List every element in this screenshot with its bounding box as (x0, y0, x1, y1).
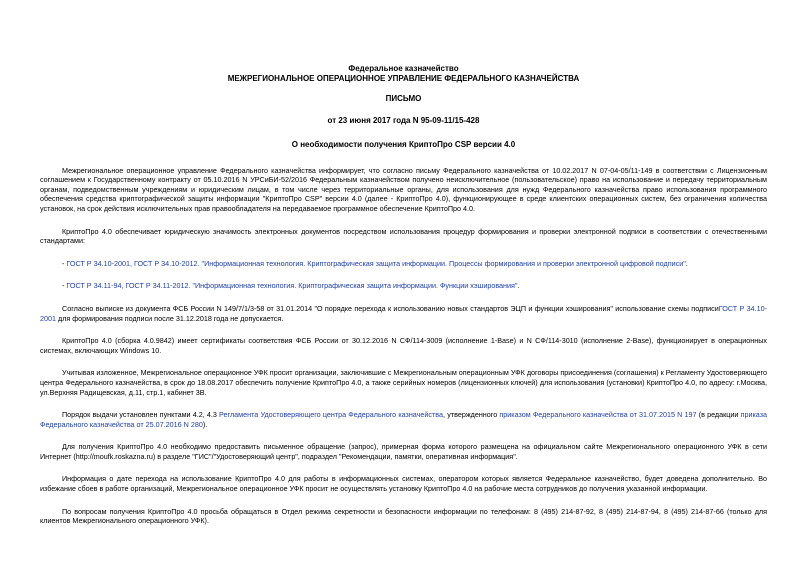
link-gost-34-10-2001[interactable]: ГОСТ Р 34.10-2001 (40, 303, 767, 323)
paragraph-2: КриптоПро 4.0 обеспечивает юридическую значимость электронных документов посредством использования процедур формирования и проверки электронной подписи в соответствии с отечественными стандартами: (40, 226, 767, 246)
paragraph-4: КриптоПро 4.0 (сборка 4.0.9842) имеет сертификаты соответствия ФСБ России от 30.12.2016 N СФ/114-3009 (исполнение 1-Base) и N СФ/114-3010 (исполнение 2-Base), функционирует в операционных системах, включающих Windows 10. (40, 336, 767, 355)
link-order-197[interactable]: приказом Федерального казначейства от 31.07.2015 N 197 (499, 410, 697, 420)
document-body (40, 166, 767, 526)
link-order-280[interactable]: приказа Федерального казначейства от 25.07.2016 N 280 (40, 410, 767, 429)
list-item-gost-34-11: - ГОСТ Р 34.11-94, ГОСТ Р 34.11-2012. "Информационная технология. Криптографическая защита информации. Функции хэширования". (62, 281, 520, 291)
issuer-org: Федеральное казначейство (348, 64, 459, 73)
paragraph-1: Межрегиональное операционное управление Федерального казначейства информирует, что согласно письму Федерального казначейства от 10.02.2017 N 07-04-05/11-149 в соответствии с Лицензионным соглашением к Государственному контракту от 05.10.2016 N УРСиБИ-52/2016 Федеральным казначейством получено неисключительное (пользовательское) право на использование и передачу территориальным органам, подведомственным учреждениям и юридическим лицам, в том числе через территориальные органы, для использования для нужд Федерального казначейства право использования программного обеспечения средства криптографической защиты информации "КриптоПро CSP" версии 4.0 (далее - КриптоПро 4.0), функционирующее в среде клиентских операционных систем, без ограничения количества установок, на срок действия исключительных прав правообладателя на передаваемое программное обеспечение КриптоПро 4.0. (40, 165, 767, 213)
document-date-number: от 23 июня 2017 года N 95-09-11/15-428 (327, 116, 480, 125)
paragraph-8: Информация о дате перехода на использование КриптоПро 4.0 для работы в информационных системах, оператором которых является Федеральное казначейство, будет доведена дополнительно. Во избежание сбоев в работе организаций, Межрегиональное операционное УФК просит не осуществлять установку КриптоПро 4.0 на рабочие места сотрудников до получения указанной информации. (40, 474, 767, 494)
paragraph-7: Для получения КриптоПро 4.0 необходимо предоставить письменное обращение (запрос), примерная форма которого размещена на официальном сайте Межрегионального операционного УФК в сети Интернет (http://moufk.roskazna.ru) в разделе "ГИС"/"Удостоверяющий центр", подраздел "Рекомендации, памятки, оперативная информация". (40, 442, 767, 461)
paragraph-6: Порядок выдачи установлен пунктами 4.2, 4.3 Регламента Удостоверяющего центра Федерального казначейства, утвержденного приказом Федерального казначейства от 31.07.2015 N 197 (в редакции приказа Федерального казначейства от 25.07.2016 N 280). (40, 410, 767, 429)
link-gost-34-10[interactable]: ГОСТ Р 34.10-2001, ГОСТ Р 34.10-2012. "Информационная технология. Криптографическая защита информации. Процессы формирования и проверки электронной цифровой подписи" (66, 258, 686, 268)
link-reglament[interactable]: Регламента Удостоверяющего центра Федерального казначейства (219, 410, 444, 420)
list-item-gost-34-10: - ГОСТ Р 34.10-2001, ГОСТ Р 34.10-2012. "Информационная технология. Криптографическая защита информации. Процессы формирования и проверки электронной цифровой подписи". (62, 258, 688, 268)
link-gost-34-11[interactable]: ГОСТ Р 34.11-94, ГОСТ Р 34.11-2012. "Информационная технология. Криптографическая защита информации. Функции хэширования" (66, 281, 518, 291)
document-subject: О необходимости получения КриптоПро CSP версии 4.0 (291, 140, 516, 149)
paragraph-5: Учитывая изложенное, Межрегиональное операционное УФК просит организации, заключившие с Межрегиональным операционным УФК договоры присоединения (соглашения) к Регламенту Удостоверяющего центра Федерального казначейства, в срок до 18.08.2017 обеспечить получение КриптоПро 4.0, а также серийных номеров (лицензионных ключей) для использования (установки) КриптоПро 4.0, по адресу: г.Москва, ул.Верхняя Радищевская, д.11, стр.1, кабинет 3В. (40, 368, 767, 397)
paragraph-3: Согласно выписке из документа ФСБ России N 149/7/1/3-58 от 31.01.2014 "О порядке перехода к использованию новых стандартов ЭЦП и функции хэширования" использование схемы подписиГОСТ Р 34.10-2001 для формирования подписи после 31.12.2018 года не допускается. (40, 303, 767, 323)
paragraph-9: По вопросам получения КриптоПро 4.0 просьба обращаться в Отдел режима секретности и безопасности информации по телефонам: 8 (495) 214-87-92, 8 (495) 214-87-94, 8 (495) 214-87-66 (только для клиентов Межрегионального операционного УФК). (40, 506, 767, 526)
document-type: ПИСЬМО (385, 94, 422, 103)
issuer-org-full: МЕЖРЕГИОНАЛЬНОЕ ОПЕРАЦИОННОЕ УПРАВЛЕНИЕ ФЕДЕРАЛЬНОГО КАЗНАЧЕЙСТВА (227, 74, 580, 83)
document-header (40, 64, 767, 126)
